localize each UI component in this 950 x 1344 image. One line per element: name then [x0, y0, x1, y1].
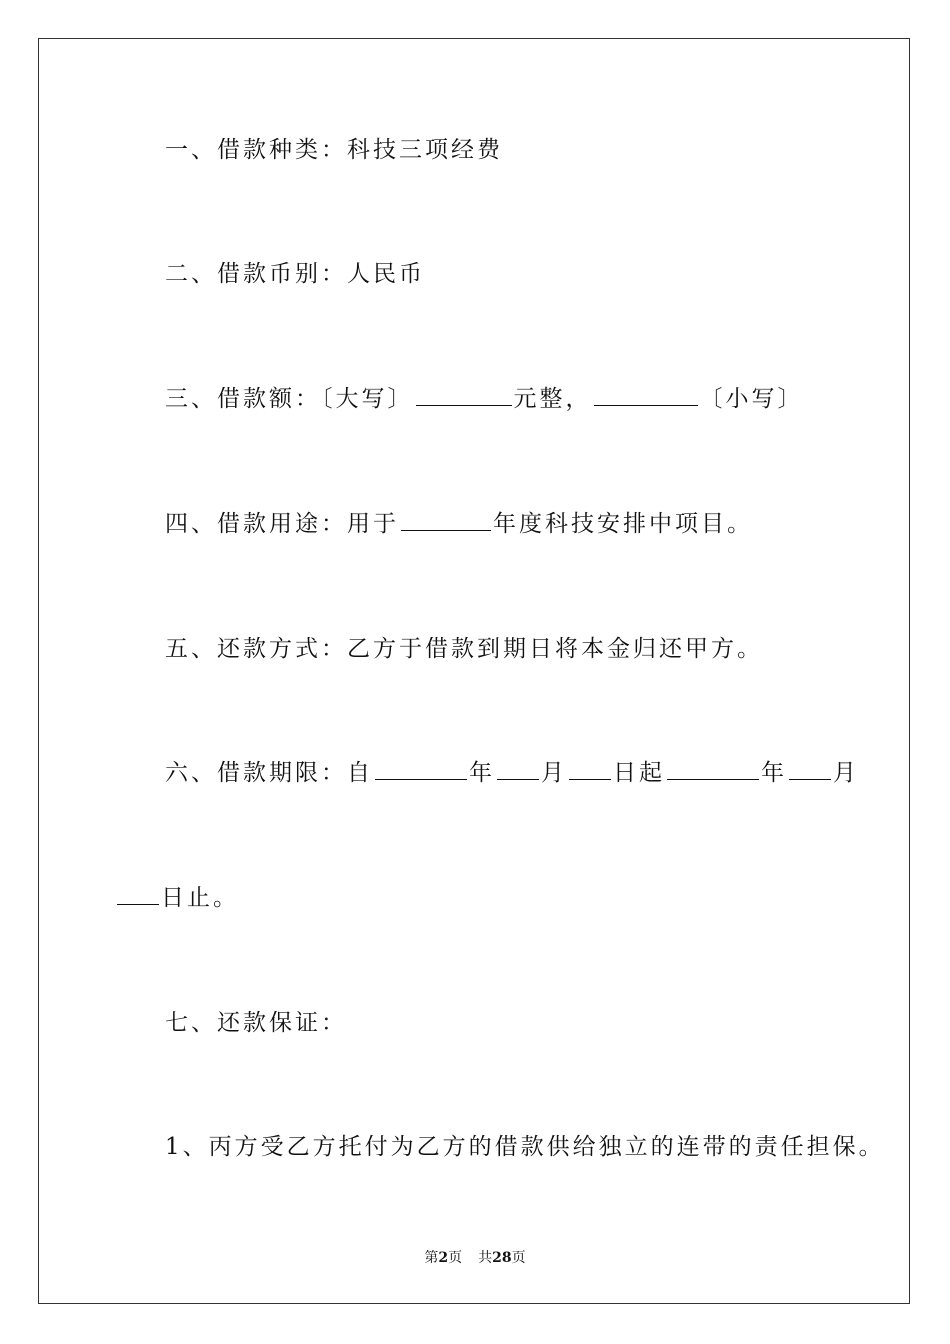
purpose-tail: 年度科技安排中项目。 — [493, 511, 753, 537]
term-end-year-blank[interactable] — [667, 759, 759, 780]
term-end-month-blank[interactable] — [789, 759, 831, 780]
clause-repayment-guarantee — [165, 1008, 347, 1038]
clause-loan-purpose — [165, 509, 753, 539]
amount-capital-blank[interactable] — [416, 385, 512, 406]
clause-repayment-method-text: 五、还款方式：乙方于借款到期日将本金归还甲方。 — [165, 636, 763, 662]
amount-unit: 元整， — [513, 386, 592, 412]
clause-repayment-guarantee-text: 七、还款保证： — [165, 1010, 347, 1036]
page-frame — [38, 38, 910, 1304]
term-start-month-blank[interactable] — [497, 759, 539, 780]
clause-guarantee-item-1-text: 1、丙方受乙方托付为乙方的借款供给独立的连带的责任担保。 — [165, 1134, 885, 1160]
purpose-label: 四、借款用途：用于 — [165, 511, 399, 537]
total-prefix: 共 — [478, 1250, 493, 1266]
clause-guarantee-item-1 — [165, 1132, 885, 1162]
total-pages: 28 — [492, 1250, 512, 1266]
amount-numeric-blank[interactable] — [594, 385, 698, 406]
total-suffix: 页 — [511, 1250, 526, 1266]
term-year-2: 年 — [761, 760, 787, 786]
amount-numeric-label: 〔小写〕 — [699, 386, 804, 412]
clause-loan-term — [165, 758, 859, 788]
clause-loan-type — [165, 135, 503, 165]
page-footer — [0, 1247, 950, 1267]
term-day-until: 日止。 — [161, 885, 239, 911]
term-year-1: 年 — [469, 760, 495, 786]
clause-currency — [165, 259, 425, 289]
clause-repayment-method — [165, 634, 763, 664]
page-number: 2 — [438, 1250, 449, 1266]
term-month-2: 月 — [833, 760, 859, 786]
term-month-1: 月 — [541, 760, 567, 786]
clause-currency-text: 二、借款币别：人民币 — [165, 261, 425, 287]
term-day-from: 日起 — [613, 760, 665, 786]
purpose-year-blank[interactable] — [401, 510, 491, 531]
term-start-day-blank[interactable] — [569, 759, 611, 780]
clause-loan-amount — [165, 384, 804, 414]
clause-loan-term-continued — [115, 883, 239, 913]
term-start-year-blank[interactable] — [375, 759, 467, 780]
amount-label: 三、借款额：〔大写〕 — [165, 386, 414, 412]
term-end-day-blank[interactable] — [117, 884, 159, 905]
page-suffix: 页 — [448, 1250, 463, 1266]
term-label: 六、借款期限：自 — [165, 760, 373, 786]
page-prefix: 第 — [424, 1250, 439, 1266]
clause-loan-type-text: 一、借款种类：科技三项经费 — [165, 137, 503, 163]
